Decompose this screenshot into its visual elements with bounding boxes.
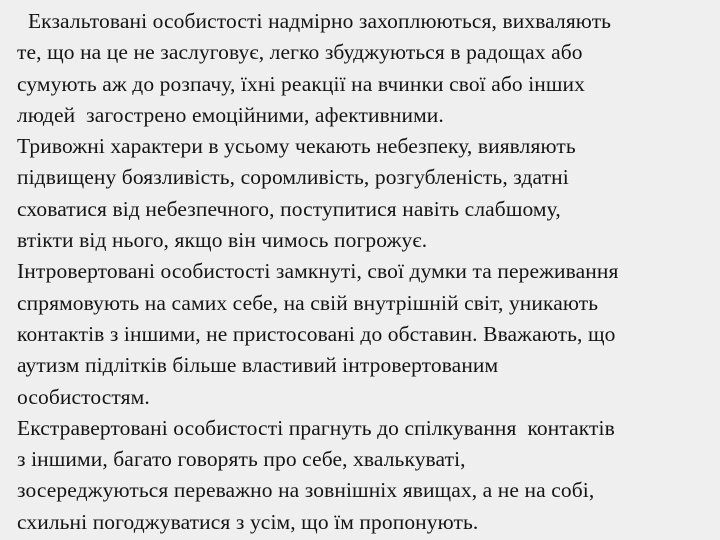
text-line: підвищену боязливість, соромливість, розгубленість, здатні: [17, 165, 569, 190]
text-line: особистостям.: [17, 384, 150, 409]
document-text: [17, 6, 713, 538]
text-line: те, що на це не заслуговує, легко збуджуються в радощах або: [17, 40, 583, 65]
text-line: з іншими, багато говорять про себе, хвалькуваті,: [17, 447, 466, 472]
text-line: спрямовують на самих себе, на свій внутрішній світ, уникають: [17, 290, 599, 315]
text-line: Екзальтовані особистості надмірно захоплюються, вихваляють: [17, 9, 612, 33]
text-line: втікти від нього, якщо він чимось погрожує.: [17, 228, 428, 253]
text-line: сховатися від небезпечного, поступитися навіть слабшому,: [17, 196, 561, 221]
text-line: зосереджуються переважно на зовнішніх явищах, а не на собі,: [17, 478, 595, 503]
text-line: аутизм підлітків більше властивий інтровертованим: [17, 353, 499, 378]
text-line: Екстравертовані особистості прагнуть до спілкування контактів: [17, 415, 615, 440]
text-line: людей загострено емоційними, афективними.: [17, 102, 444, 127]
text-line: Тривожні характери в усьому чекають небезпеку, виявляють: [17, 134, 576, 159]
text-line: контактів з іншими, не пристосовані до обставин. Вважають, що: [17, 321, 616, 346]
text-line: сумують аж до розпачу, їхні реакції на вчинки свої або інших: [17, 71, 586, 96]
text-line: схильні погоджуватися з усім, що їм пропонують.: [17, 509, 479, 534]
text-line: Інтровертовані особистості замкнуті, свої думки та переживання: [17, 259, 619, 284]
